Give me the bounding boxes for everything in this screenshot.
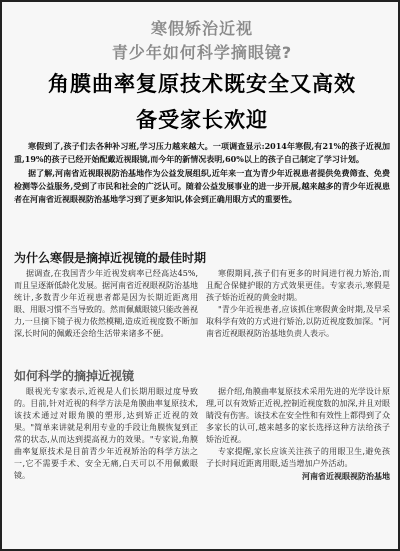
section-1-column-1 [14,268,198,340]
section-1-column-2-quote: "青少年近视患者,应该抓住寒假黄金时期,及早采取科学有效的方式进行矫治,以防近视度数加深。"河南省近视眼视防治基地负责人表示。 [206,305,390,338]
section-2-column-1-text: 眼视光专家表示,近视是人们长期用眼过度导致的。目前,针对近视的科学方法是角膜曲率复原技术,该技术通过对眼角膜的塑形,达到矫正近视的效果。"简单来讲就是利用专业的手段让角膜恢复到正常的状态,从而达到提高视力的效果。"专家说,角膜曲率复原技术是目前青少年近视矫治的科学方法之一,它不需要手术、安全无痛,白天可以不用佩戴眼镜。 [14,387,198,480]
lead-paragraph-2: 据了解,河南省近视眼视防治基地作为公益发展组织,近年来一直为青少年近视患者提供免费筛查、免费检测等公益服务,受到了市民和社会的广泛认可。随着公益发展事业的进一步开展,越来越多的青少年近视患者在河南省近视眼视防治基地学习到了更多知识,体会到正确用眼方式的重要性。 [14,168,390,204]
section-1-column-2 [206,268,390,340]
lead-paragraph-1: 寒假到了,孩子们去各种补习班,学习压力越来越大。一项调查显示:2014年寒假,有21%的孩子近视加重,19%的孩子已经开始配戴近视眼镜,而今年的新情况表明,60%以上的孩子自己制定了学习计划。 [14,141,390,164]
section-2-title: 如何科学的摘掉近视镜 [14,369,135,383]
section-1-column-2-text: 寒假期间,孩子们有更多的时间进行视力矫治,而且配合保健护眼的方式效果更佳。专家表示,寒假是孩子矫治近视的黄金时期。 [206,269,390,302]
signature: 河南省近视眼视防治基地 [302,471,390,481]
section-2-column-1 [14,386,198,482]
section-2-column-2-text: 据介绍,角膜曲率复原技术采用先进的光学设计原理,可以有效矫正近视,控制近视度数的加深,并且对眼睛没有伤害。该技术在安全性和有效性上都得到了众多家长的认可,越来越多的家长选择这种方法给孩子矫治近视。 [206,387,390,444]
headline-line-1: 角膜曲率复原技术既安全又高效 [48,72,356,96]
section-1-column-1-text: 据调查,在我国青少年近视发病率已经高达45%,而且呈逐渐低龄化发展。据河南省近视眼视防治基地统计,多数青少年近视患者都是因为长期近距离用眼、用眼习惯不当导致的。然而佩戴眼镜只能改善视力,一旦摘下镜子视力依然模糊,造成近视度数不断加深,长时间的佩戴还会给生活带来诸多不便。 [14,269,198,338]
kicker-line-2: 青少年如何科学摘眼镜? [111,43,293,62]
section-2-column-2 [206,386,390,482]
kicker-line-1: 寒假矫治近视 [150,19,253,38]
headline-line-2: 备受家长欢迎 [136,108,268,132]
lead-paragraphs [14,140,390,207]
section-2-column-2-advice: 专家提醒,家长应该关注孩子的用眼卫生,避免孩子长时间近距离用眼,适当增加户外活动。 [206,447,390,468]
section-1-title: 为什么寒假是摘掉近视镜的最佳时期 [14,251,207,265]
